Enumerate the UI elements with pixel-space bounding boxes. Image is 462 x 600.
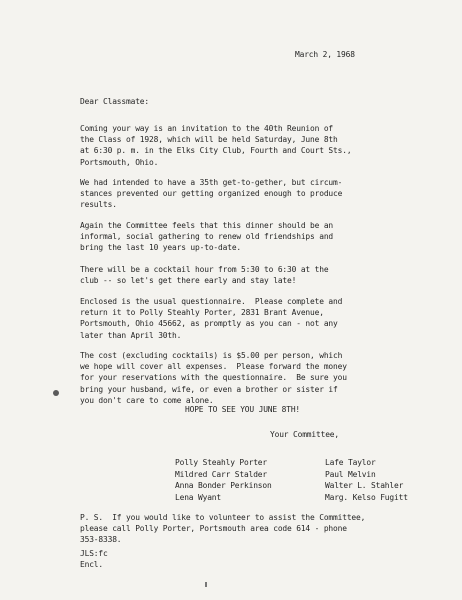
closing-line: HOPE TO SEE YOU JUNE 8TH! <box>185 405 301 414</box>
paper-speck <box>205 582 207 587</box>
paragraph-cost: The cost (excluding cocktails) is $5.00 per person, which we hope will cover all expenses. Please forward the money for your reservations with the questionnaire. Be sure you bring your husband, wife, or even a brother or sister if you don't care to come alone. <box>80 351 347 405</box>
paragraph-invitation: Coming your way is an invitation to the 40th Reunion of the Class of 1928, which will be held Saturday, June 8th at 6:30 p. m. in the Elks City Club, Fourth and Court Sts., Portsmouth, Ohio. <box>80 124 352 167</box>
salutation: Dear Classmate: <box>80 97 150 106</box>
signoff: Your Committee, <box>270 430 340 439</box>
postscript: P. S. If you would like to volunteer to assist the Committee, please call Polly Porter, Portsmouth area code 614 - phone 353-8338. <box>80 513 366 545</box>
punch-hole-mark <box>53 390 59 396</box>
reference-initials: JLS:fc Encl. <box>80 549 108 570</box>
paragraph-committee: Again the Committee feels that this dinner should be an informal, social gathering to renew old friendships and bring the last 10 years up-to-date. <box>80 221 334 253</box>
letter-date: March 2, 1968 <box>295 50 355 59</box>
paragraph-questionnaire: Enclosed is the usual questionnaire. Please complete and return it to Polly Steahly Porter, 2831 Brant Avenue, Portsmouth, Ohio 45662, as promptly as you can - not any later than April 30th. <box>80 297 343 340</box>
paragraph-cocktail: There will be a cocktail hour from 5:30 to 6:30 at the club -- so let's get there early and stay late! <box>80 265 329 286</box>
paragraph-35th: We had intended to have a 35th get-to-gether, but circum- stances prevented our getting organized enough to produce results. <box>80 178 343 210</box>
committee-names-right: Lafe Taylor Paul Melvin Walter L. Stahler Marg. Kelso Fugitt <box>325 458 408 502</box>
committee-names-left: Polly Steahly Porter Mildred Carr Stalder Anna Bonder Perkinson Lena Wyant <box>175 458 272 502</box>
